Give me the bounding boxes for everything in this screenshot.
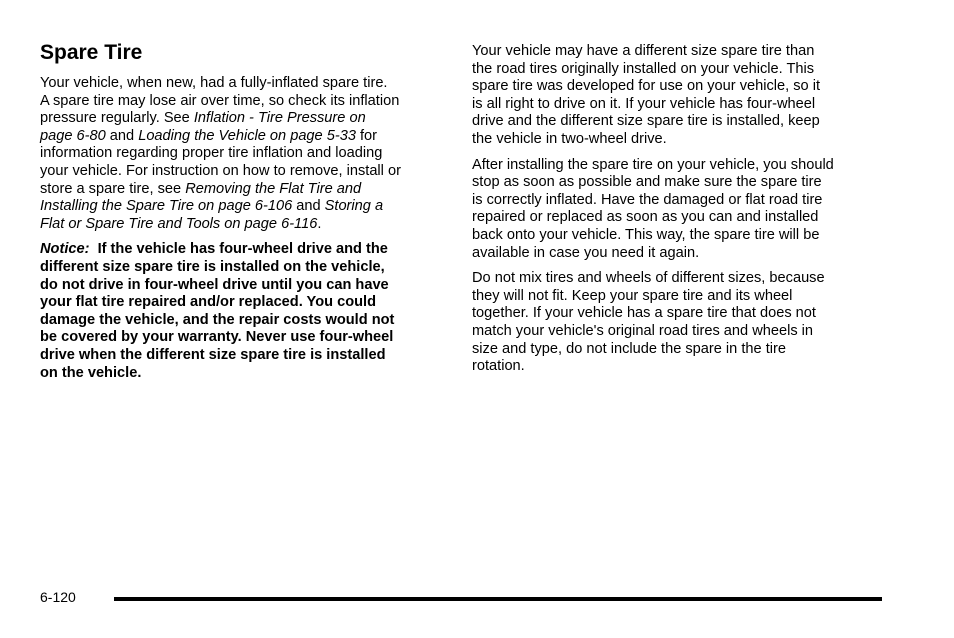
after-installing-paragraph: After installing the spare tire on your vehicle, you should stop as soon as possible and make sure the spare tire is correctly inflated. Have the damaged or flat road tire repaired or replaced as soon as you can and installed back onto your vehicle. This way, the spare tire will be available in case you need it again. <box>472 156 834 261</box>
section-title: Spare Tire <box>40 41 143 64</box>
reference-storing-flat-or-spare-tire: Flat or Spare Tire and Tools on page 6-116 <box>40 215 318 232</box>
right-column <box>472 43 880 384</box>
reference-inflation-tire-pressure: Inflation - Tire Pressure on <box>193 110 366 127</box>
reference-removing-flat-tire: Removing the Flat Tire and <box>185 180 362 197</box>
footer-rule <box>114 597 882 601</box>
notice-label: Notice: <box>40 241 90 258</box>
spare-tire-intro-paragraph: Your vehicle, when new, had a fully-inflated spare tire. A spare tire may lose air over time, so check its inflation pressure regularly. See Inflation - Tire Pressure on page 6-80 and Loading the Vehicle on page 5-33 for information regarding proper tire inflation and loading your vehicle. For instruction on how to remove, install or store a spare tire, see Removing the Flat Tire and Installing the Spare Tire on page 6-106 and Storing a Flat or Spare Tire and Tools on page 6-116. <box>40 75 401 232</box>
reference-installing-spare-tire: Installing the Spare Tire on page 6-106 <box>40 198 293 215</box>
different-size-spare-paragraph: Your vehicle may have a different size spare tire than the road tires originally installed on your vehicle. This spare tire was developed for use on your vehicle, so it is all right to drive on it. If your vehicle has four-wheel drive and the different size spare tire is installed, keep the vehicle in two-wheel drive. <box>472 43 821 147</box>
reference-inflation-page: page 6-80 <box>40 127 106 144</box>
notice-paragraph: Notice: If the vehicle has four-wheel drive and the different size spare tire is installed on the vehicle, do not drive in four-wheel drive until you can have your flat tire repaired and/or replaced. You could damage the vehicle, and the repair costs would not be covered by your warranty. Never use four-wheel drive when the different size spare tire is installed on the vehicle. <box>40 241 395 381</box>
reference-storing-a: Storing a <box>324 198 384 215</box>
left-column <box>40 40 445 390</box>
page-number: 6-120 <box>40 589 76 605</box>
reference-loading-the-vehicle: Loading the Vehicle on page 5-33 <box>138 127 356 144</box>
do-not-mix-paragraph: Do not mix tires and wheels of different sizes, because they will not fit. Keep your spare tire and its wheel together. If your vehicle has a spare tire that does not match your vehicle's original road tires and wheels in size and type, do not include the spare in the tire rotation. <box>472 270 825 375</box>
